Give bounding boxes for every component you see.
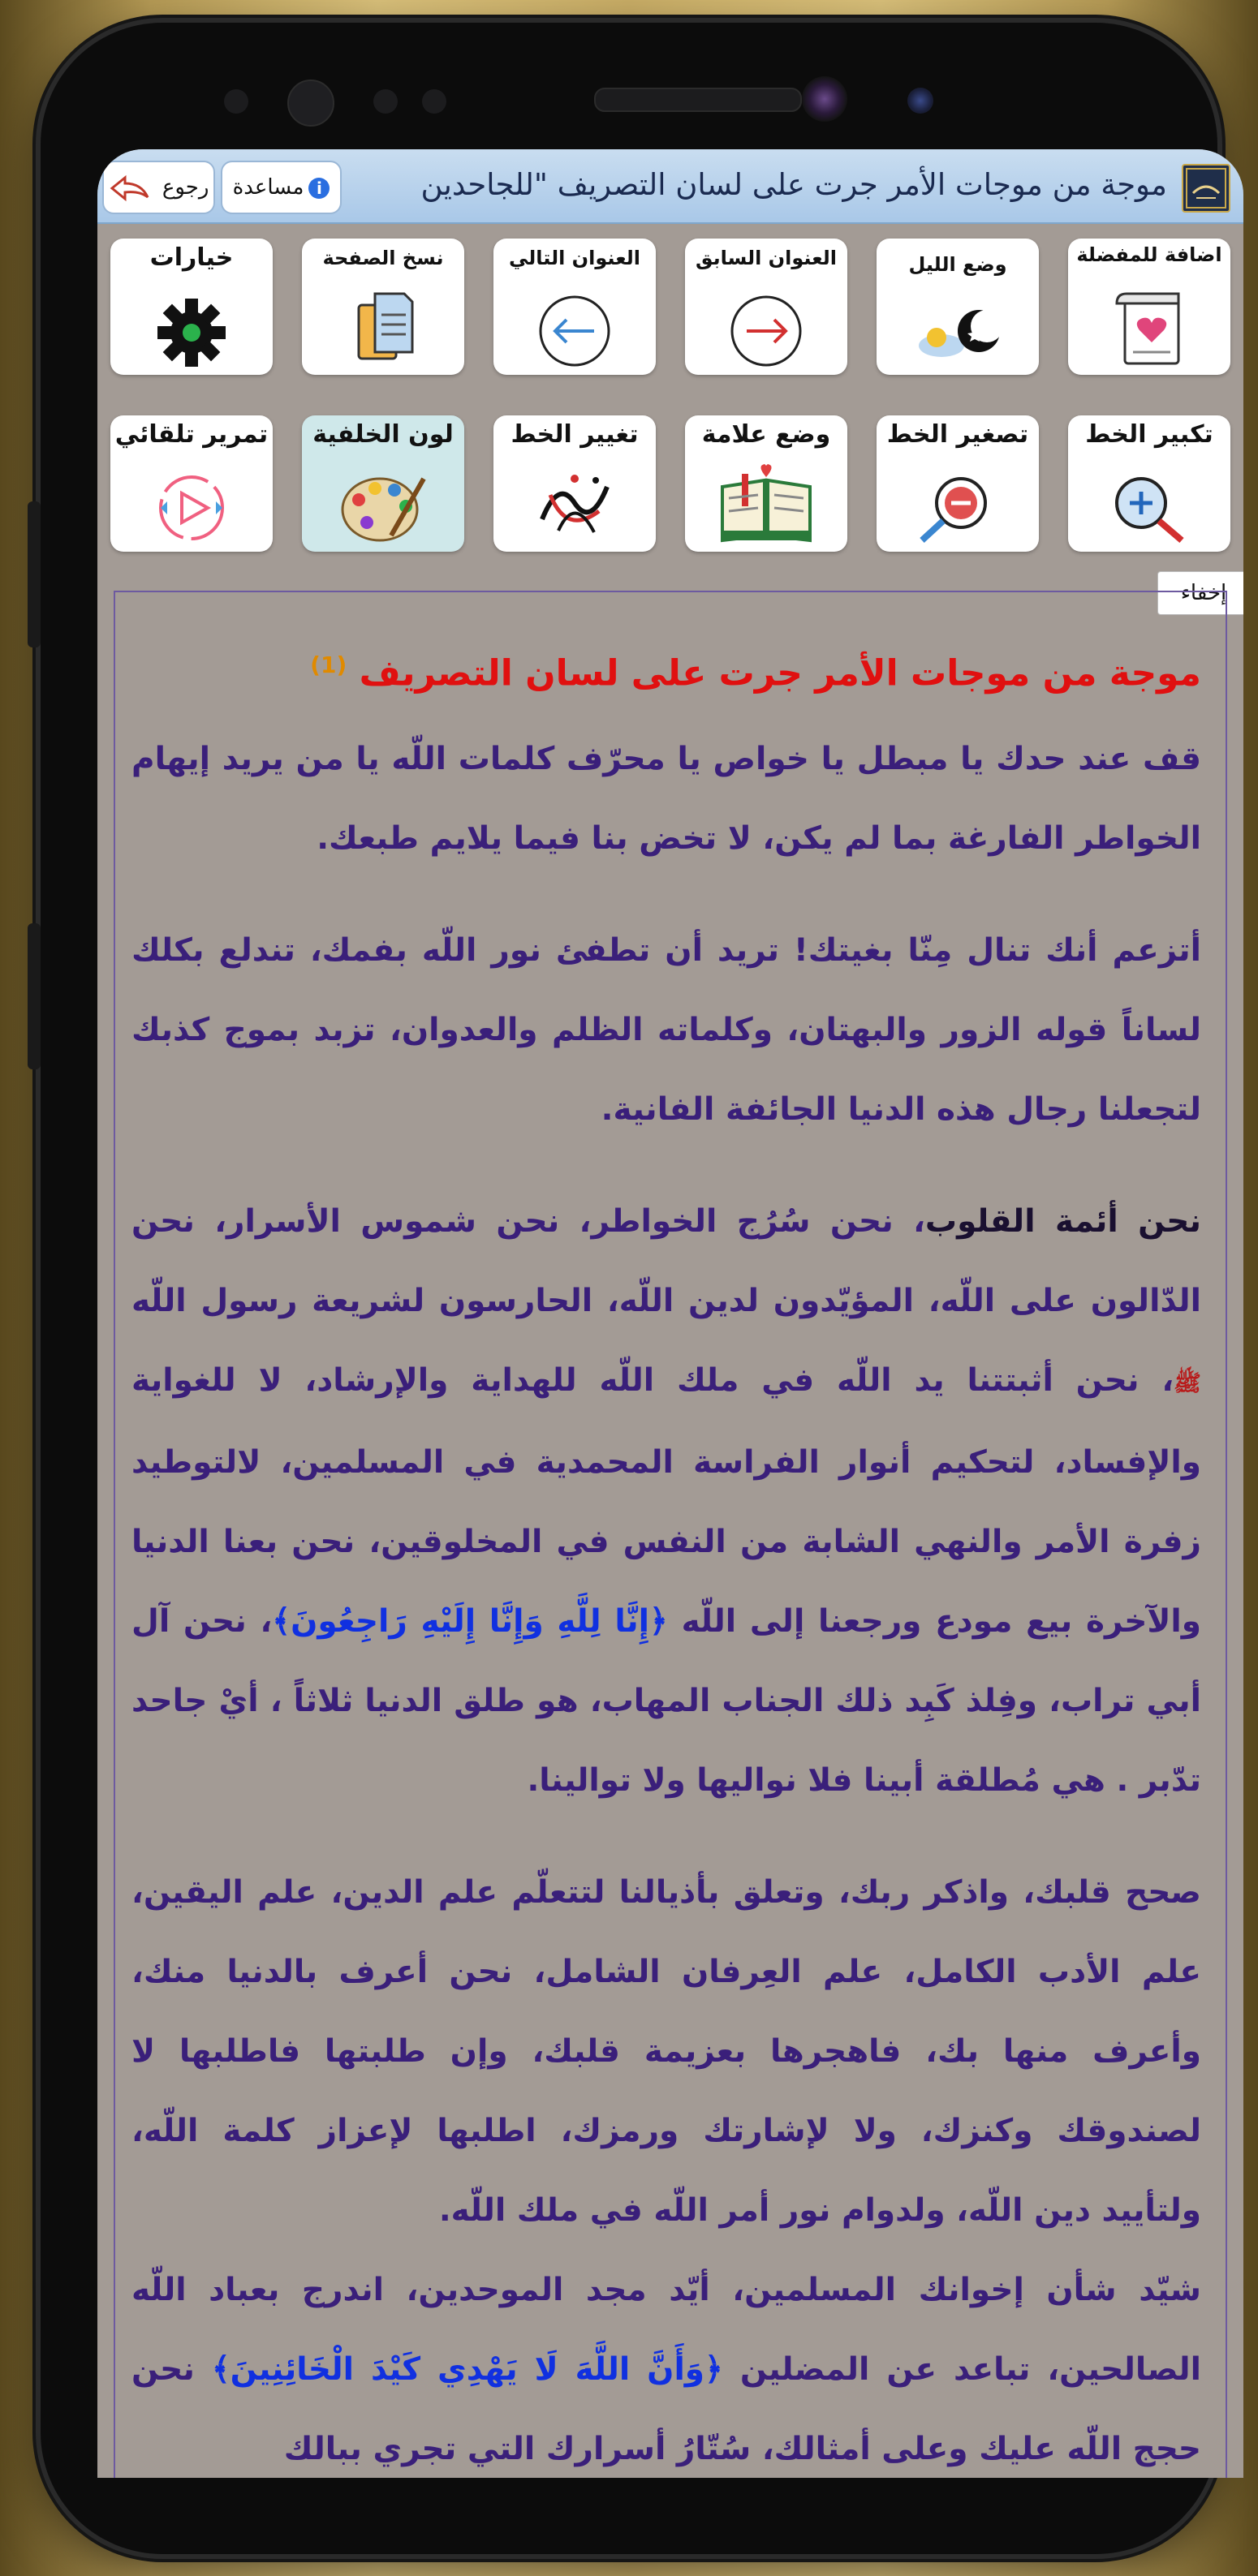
volume-button [28, 923, 41, 1069]
tile-label: تغيير الخط [511, 420, 639, 449]
heading-text: موجة من موجات الأمر جرت على لسان التصريف [359, 652, 1201, 695]
tile-label: اضافة للمفضلة [1076, 243, 1222, 266]
auto-scroll-button[interactable] [110, 415, 273, 552]
calligraphy-icon [526, 462, 623, 544]
sensor-dot [224, 89, 248, 114]
back-button[interactable] [102, 161, 215, 214]
help-button[interactable] [221, 161, 342, 214]
text-run: ، نحن أثبتتنا يد اللّه في ملك اللّه للهداية والإرشاد، لا للغواية والإفساد، لتحكيم أنوار الفراسة المحمدية في المسلمين، لالتوطيد زفرة الأمر والنهي الشابة من النفس في المخلوقين، نحن بعنا الدنيا والآخرة بيع مودع ورجعنا إلى اللّه [131, 1361, 1202, 1640]
increase-font-button[interactable] [1068, 415, 1230, 552]
back-label: رجوع [162, 175, 209, 200]
app-logo [1182, 164, 1230, 213]
tile-label: تكبير الخط [1085, 420, 1213, 449]
tile-label: العنوان التالي [508, 247, 641, 269]
background-color-button[interactable] [302, 415, 464, 552]
article-heading [131, 633, 1201, 707]
text-run: ، نحن سُرُج الخواطر، نحن شموس الأسرار، نحن الدّالون على اللّه، المؤيّدون لدين اللّه، الحارسون لشريعة رسول اللّه [131, 1202, 1201, 1319]
night-mode-button[interactable] [877, 239, 1039, 375]
phone-frame [41, 23, 1227, 2554]
tile-label: العنوان السابق [695, 247, 837, 269]
arrow-left-icon [526, 286, 623, 367]
tile-label: خيارات [149, 243, 234, 272]
article-content [114, 591, 1227, 2478]
next-title-button[interactable] [493, 239, 656, 375]
options-button[interactable] [110, 239, 273, 375]
palette-icon [334, 462, 432, 544]
sensor-dot [373, 89, 398, 114]
tile-label: وضع علامة [701, 420, 831, 449]
bookmark-heart-icon [1101, 286, 1198, 367]
book-mark-icon [717, 462, 815, 544]
night-mode-icon [909, 286, 1006, 367]
autoplay-icon [143, 462, 240, 544]
bold-phrase: نحن أئمة القلوب [924, 1202, 1201, 1240]
paragraph [131, 2251, 1201, 2478]
copy-page-button[interactable] [302, 239, 464, 375]
front-camera [287, 80, 334, 127]
back-arrow-icon [109, 174, 151, 202]
sensor-dot [422, 89, 446, 114]
tile-label: تصغير الخط [886, 420, 1029, 449]
tile-label: نسخ الصفحة [322, 247, 444, 269]
earpiece-speaker [594, 88, 802, 112]
paragraph [131, 1182, 1201, 1821]
hide-toolbar-button[interactable]: إخفاء [1157, 571, 1243, 615]
copy-icon [334, 286, 432, 367]
text-run: نحن حجج اللّه عليك وعلى أمثالك، سُتّارُ أسرارك التي تجري ببالك [131, 2350, 1201, 2467]
proximity-sensor [907, 88, 933, 114]
zoom-out-icon [909, 462, 1006, 544]
front-camera-lens [802, 76, 847, 122]
info-icon: i [308, 178, 330, 199]
decrease-font-button[interactable] [877, 415, 1039, 552]
paragraph: قف عند حدك يا مبطل يا خواص يا محرّف كلمات اللّه يا من يريد إيهام الخواطر الفارغة بما لم يكن، لا تخض بنا فيما يلايم طبعك. [131, 740, 1201, 857]
quran-verse: ﴿إِنَّا لِلَّهِ وَإِنَّا إِلَيْهِ رَاجِعُونَ﴾ [272, 1602, 668, 1640]
paragraph: صحح قلبك، واذكر ربك، وتعلق بأذيالنا لتتعلّم علم الدين، علم اليقين، علم الأدب الكامل، علم العِرفان الشامل، نحن أعرف بالدنيا منك، وأعرف منها بك، فاهجرها بعزيمة قلبك، وإن طلبتها فاطلبها لا لصندوقك وكنزك، ولا لإشارتك ورمزك، اطلبها لإعزاز كلمة اللّه، ولتأييد دين اللّه، ولدوام نور أمر اللّه في ملك اللّه. [131, 1873, 1201, 2229]
change-font-button[interactable] [493, 415, 656, 552]
footnote-marker[interactable]: (1) [310, 652, 347, 678]
title-bar [97, 149, 1243, 224]
add-favorite-button[interactable] [1068, 239, 1230, 375]
bookmark-button[interactable] [685, 415, 847, 552]
previous-title-button[interactable] [685, 239, 847, 375]
zoom-in-icon [1101, 462, 1198, 544]
help-label: مساعدة [232, 175, 304, 200]
paragraph: أتزعم أنك تنال مِنّا بغيتك! تريد أن تطفئ نور اللّه بفمك، تندلع بكلك لساناً قوله الزور والبهتان، وكلماته الظلم والعدوان، تزبد بموج كذبك لتجعلنا رجال هذه الدنيا الجائفة الفانية. [131, 931, 1201, 1128]
text-run: ، نحن آل أبي تراب، وفِلذ كَبِد ذلك الجناب المهاب، هو طلق الدنيا ثلاثاً ، أيْ جاحد تدّبر . هي مُطلقة أبينا فلا نواليها ولا توالينا. [131, 1602, 1201, 1799]
article-text [131, 633, 1201, 2478]
gear-icon [143, 286, 240, 367]
page-title: موجة من موجات الأمر جرت على لسان التصريف "للجاحدين [420, 167, 1167, 202]
volume-button [28, 501, 41, 647]
arrow-right-icon [717, 286, 815, 367]
app-screen [97, 149, 1243, 2478]
salla-glyph: ﷺ [1174, 1369, 1201, 1396]
quran-verse: ﴿وَأَنَّ اللَّهَ لَا يَهْدِي كَيْدَ الْخَائِنِينَ﴾ [211, 2350, 723, 2388]
tile-label: وضع الليل [908, 253, 1007, 276]
tile-label: تمرير تلقائي [114, 420, 269, 449]
tile-label: لون الخلفية [312, 420, 454, 449]
text-run: شيّد شأن إخوانك المسلمين، أيّد مجد الموحدين، اندرج بعباد اللّه الصالحين، تباعد عن المضلين [131, 2271, 1202, 2388]
